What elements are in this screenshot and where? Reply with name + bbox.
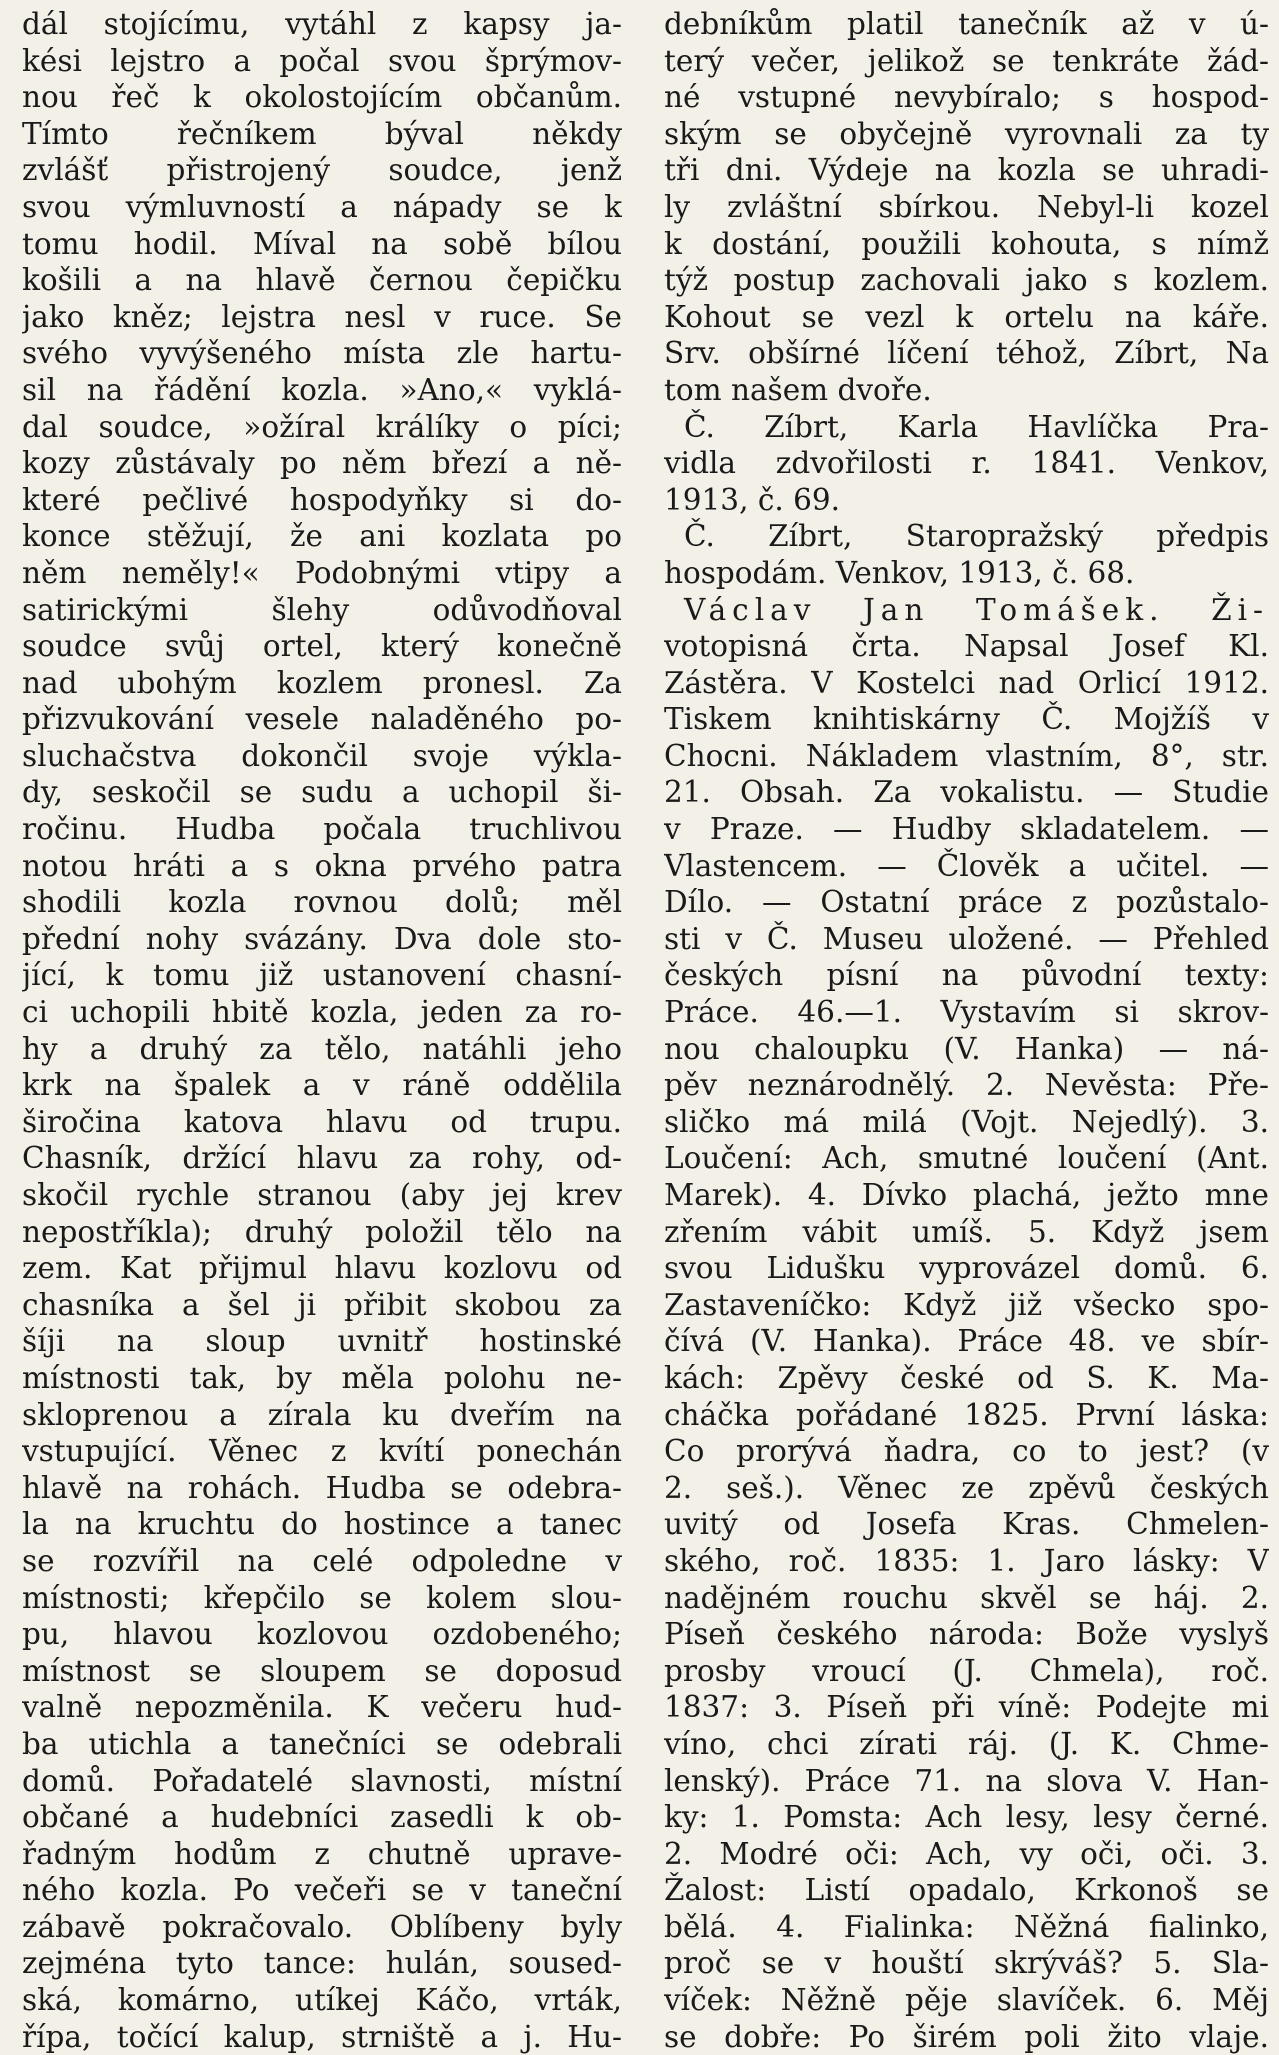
text-line: vstupující. Věnec z kvítí ponechán — [22, 1434, 622, 1469]
text-line: ského, roč. 1835: 1. Jaro lásky: V — [664, 1543, 1269, 1578]
text-line: vidla zdvořilosti r. 1841. Venkov, — [664, 446, 1269, 481]
text-line: k dostání, použili kohouta, s nímž — [664, 226, 1269, 261]
text-line: se dobře: Po širém poli žito vlaje. — [664, 2019, 1269, 2054]
text-line: Zástěra. V Kostelci nad Orlicí 1912. — [664, 665, 1269, 700]
text-line: Práce. 46.—1. Vystavím si skrov- — [664, 995, 1269, 1030]
text-line: Co prorývá ňadra, co to jest? (v — [664, 1434, 1269, 1469]
text-line: přední nohy svázány. Dva dole sto- — [22, 921, 622, 956]
text-line: skočil rychle stranou (aby jej krev — [22, 1178, 622, 1212]
text-line: kozy zůstávaly po něm březí a ně- — [22, 446, 622, 481]
text-line: notou hráti a s okna prvého patra — [22, 848, 622, 883]
text-line: víno, chci zírati ráj. (J. K. Chme- — [664, 1726, 1269, 1761]
text-line: skloprenou a zírala ku dveřím na — [22, 1397, 622, 1432]
text-line: ného kozla. Po večeři se v taneční — [22, 1873, 622, 1908]
text-line: něm neměly!« Podobnými vtipy a — [22, 555, 622, 590]
text-line: sil na řádění kozla. »Ano,« vyklá- — [22, 372, 622, 407]
text-line: zábavě pokračovalo. Oblíbeny byly — [22, 1909, 622, 1944]
text-line: terý večer, jelikož se tenkráte žád- — [664, 43, 1269, 78]
text-line: Chocni. Nákladem vlastním, 8°, str. — [664, 738, 1269, 773]
text-line: krk na špalek a v ráně oddělila — [22, 1068, 622, 1103]
text-line: ským se obyčejně vyrovnali za ty — [664, 116, 1269, 151]
text-line: ročinu. Hudba počala truchlivou — [22, 812, 622, 847]
text-line: cháčka pořádané 1825. První láska: — [664, 1397, 1269, 1432]
text-line: satirickými šlehy odůvodňoval — [22, 592, 622, 627]
text-line: Srv. obšírné líčení téhož, Zíbrt, Na — [664, 336, 1269, 371]
text-line: přizvukování vesele naladěného po- — [22, 702, 622, 737]
text-line: prosby vroucí (J. Chmela), roč. — [664, 1653, 1269, 1688]
text-line: ba utichla a tanečníci se odebrali — [22, 1726, 622, 1761]
text-line: nou chaloupku (V. Hanka) — ná- — [664, 1031, 1269, 1066]
text-line: jako kněz; lejstra nesl v ruce. Se — [22, 299, 622, 334]
text-line: zem. Kat přijmul hlavu kozlovu od — [22, 1251, 622, 1286]
text-line: Chasník, držící hlavu za rohy, od- — [22, 1141, 622, 1176]
text-line: nadějném rouchu skvěl se háj. 2. — [664, 1580, 1269, 1615]
text-line: bělá. 4. Fialinka: Něžná fialinko, — [664, 1909, 1269, 1944]
text-line: domů. Pořadatelé slavnosti, místní — [22, 1763, 622, 1798]
text-line: svou výmluvností a nápady se k — [22, 189, 622, 224]
text-line: uvitý od Josefa Kras. Chmelen- — [664, 1507, 1269, 1542]
text-line: Zastaveníčko: Když již všecko spo- — [664, 1287, 1269, 1322]
text-line: místnost se sloupem se doposud — [22, 1653, 622, 1688]
text-line: Č. Zíbrt, Karla Havlíčka Pra- — [684, 409, 1269, 444]
text-line: shodili kozla rovnou dolů; měl — [22, 885, 622, 920]
text-line: Kohout se vezl k ortelu na káře. — [664, 299, 1269, 334]
text-line: Dílo. — Ostatní práce z pozůstalo- — [664, 885, 1269, 920]
text-line: dal soudce, »ožíral králíky o píci; — [22, 409, 622, 444]
text-line: Žalost: Listí opadalo, Krkonoš se — [664, 1873, 1269, 1908]
text-line: tomu hodil. Míval na sobě bílou — [22, 226, 622, 261]
text-line: Loučení: Ach, smutné loučení (Ant. — [664, 1141, 1269, 1176]
text-line: zvlášť přistrojený soudce, jenž — [22, 153, 622, 188]
text-line: řípa, točící kalup, strniště a j. Hu- — [22, 2019, 622, 2054]
text-line: soudce svůj ortel, který konečně — [22, 629, 622, 664]
text-line: ky: 1. Pomsta: Ach lesy, lesy černé. — [664, 1800, 1269, 1835]
text-line: kési lejstro a počal svou šprýmov- — [22, 43, 622, 78]
text-line: 21. Obsah. Za vokalistu. — Studie — [664, 775, 1269, 810]
text-line: debníkům platil tanečník až v ú- — [664, 7, 1269, 41]
text-line: ly zvláštní sbírkou. Nebyl-li kozel — [664, 189, 1269, 224]
text-line: tom našem dvoře. — [664, 372, 932, 407]
text-line: svého vyvýšeného místa zle hartu- — [22, 336, 622, 371]
text-line: valně nepozměnila. K večeru hud- — [22, 1690, 622, 1725]
text-line: Tiskem knihtiskárny Č. Mojžíš v — [664, 702, 1269, 737]
text-line: konce stěžují, že ani kozlata po — [22, 519, 622, 554]
text-line: tři dni. Výdeje na kozla se uhradi- — [664, 153, 1269, 188]
text-line: Marek). 4. Dívko plachá, ježto mne — [664, 1178, 1269, 1212]
text-line: šíji na sloup uvnitř hostinské — [22, 1324, 622, 1359]
text-line: Č. Zíbrt, Staropražský předpis — [684, 519, 1269, 554]
text-line: místnosti; křepčilo se kolem slou- — [22, 1580, 622, 1615]
text-line: víček: Něžně pěje slavíček. 6. Měj — [664, 1983, 1269, 2018]
text-line: chasníka a šel ji přibit skobou za — [22, 1287, 622, 1322]
text-line: 2. Modré oči: Ach, vy oči, oči. 3. — [664, 1836, 1269, 1871]
text-line: českých písní na původní texty: — [664, 958, 1269, 993]
text-line: votopisná črta. Napsal Josef Kl. — [664, 629, 1269, 664]
text-line: Vlastencem. — Člověk a učitel. — — [664, 848, 1269, 883]
text-line: nepostříkla); druhý položil tělo na — [22, 1214, 622, 1249]
text-line: proč se v houští skrýváš? 5. Sla- — [664, 1946, 1269, 1981]
text-line: lenský). Práce 71. na slova V. Han- — [664, 1763, 1269, 1798]
text-line: pěv neznárodnělý. 2. Nevěsta: Pře- — [664, 1068, 1269, 1103]
text-line: které pečlivé hospodyňky si do- — [22, 482, 622, 517]
text-line: 2. seš.). Věnec ze zpěvů českých — [664, 1470, 1269, 1505]
text-line: v Praze. — Hudby skladatelem. — — [664, 812, 1269, 847]
text-line: občané a hudebníci zasedli k ob- — [22, 1800, 622, 1835]
text-line: ci uchopili hbitě kozla, jeden za ro- — [22, 995, 622, 1030]
text-line: sličko má milá (Vojt. Nejedlý). 3. — [664, 1104, 1269, 1139]
left-text-column — [22, 6, 622, 2054]
text-line: nad ubohým kozlem pronesl. Za — [22, 665, 622, 700]
text-line: dál stojícímu, vytáhl z kapsy ja- — [22, 7, 622, 41]
text-line: košili a na hlavě černou čepičku — [22, 263, 622, 298]
text-line: pu, hlavou kozlovou ozdobeného; — [22, 1617, 622, 1652]
text-line: hospodám. Venkov, 1913, č. 68. — [664, 555, 1135, 590]
text-line: la na kruchtu do hostince a tanec — [22, 1507, 622, 1542]
text-line: kách: Zpěvy české od S. K. Ma- — [664, 1360, 1269, 1395]
text-line: se rozvířil na celé odpoledne v — [22, 1543, 622, 1578]
text-line: ská, komárno, utíkej Káčo, vrták, — [22, 1983, 622, 2018]
text-line: dy, seskočil se sudu a uchopil ši- — [22, 775, 622, 810]
text-line: zřením vábit umíš. 5. Když jsem — [664, 1214, 1269, 1249]
text-line: Václav Jan Tomášek. Ži- — [684, 592, 1269, 627]
text-line: svou Lidušku vyprovázel domů. 6. — [664, 1251, 1269, 1286]
text-line: hlavě na rohách. Hudba se odebra- — [22, 1470, 622, 1505]
text-line: zejména tyto tance: hulán, soused- — [22, 1946, 622, 1981]
text-line: Píseň českého národa: Bože vyslyš — [664, 1617, 1269, 1652]
text-line: hy a druhý za tělo, natáhli jeho — [22, 1031, 622, 1066]
text-line: nou řeč k okolostojícím občanům. — [22, 80, 622, 115]
text-line: sluchačstva dokončil svoje výkla- — [22, 738, 622, 773]
text-line: řadným hodům z chutně uprave- — [22, 1836, 622, 1871]
text-line: širočina katova hlavu od trupu. — [22, 1104, 622, 1139]
text-line: 1913, č. 69. — [664, 482, 841, 517]
text-line: sti v Č. Museu uložené. — Přehled — [664, 921, 1269, 956]
text-line: čívá (V. Hanka). Práce 48. ve sbír- — [664, 1324, 1269, 1359]
text-line: jící, k tomu již ustanovení chasní- — [22, 958, 622, 993]
text-line: Tímto řečníkem býval někdy — [22, 116, 622, 151]
text-line: týž postup zachovali jako s kozlem. — [664, 263, 1269, 298]
text-line: místnosti tak, by měla polohu ne- — [22, 1360, 622, 1395]
right-text-column — [664, 6, 1269, 2054]
text-line: 1837: 3. Píseň při víně: Podejte mi — [664, 1690, 1269, 1725]
text-line: né vstupné nevybíralo; s hospod- — [664, 80, 1269, 115]
